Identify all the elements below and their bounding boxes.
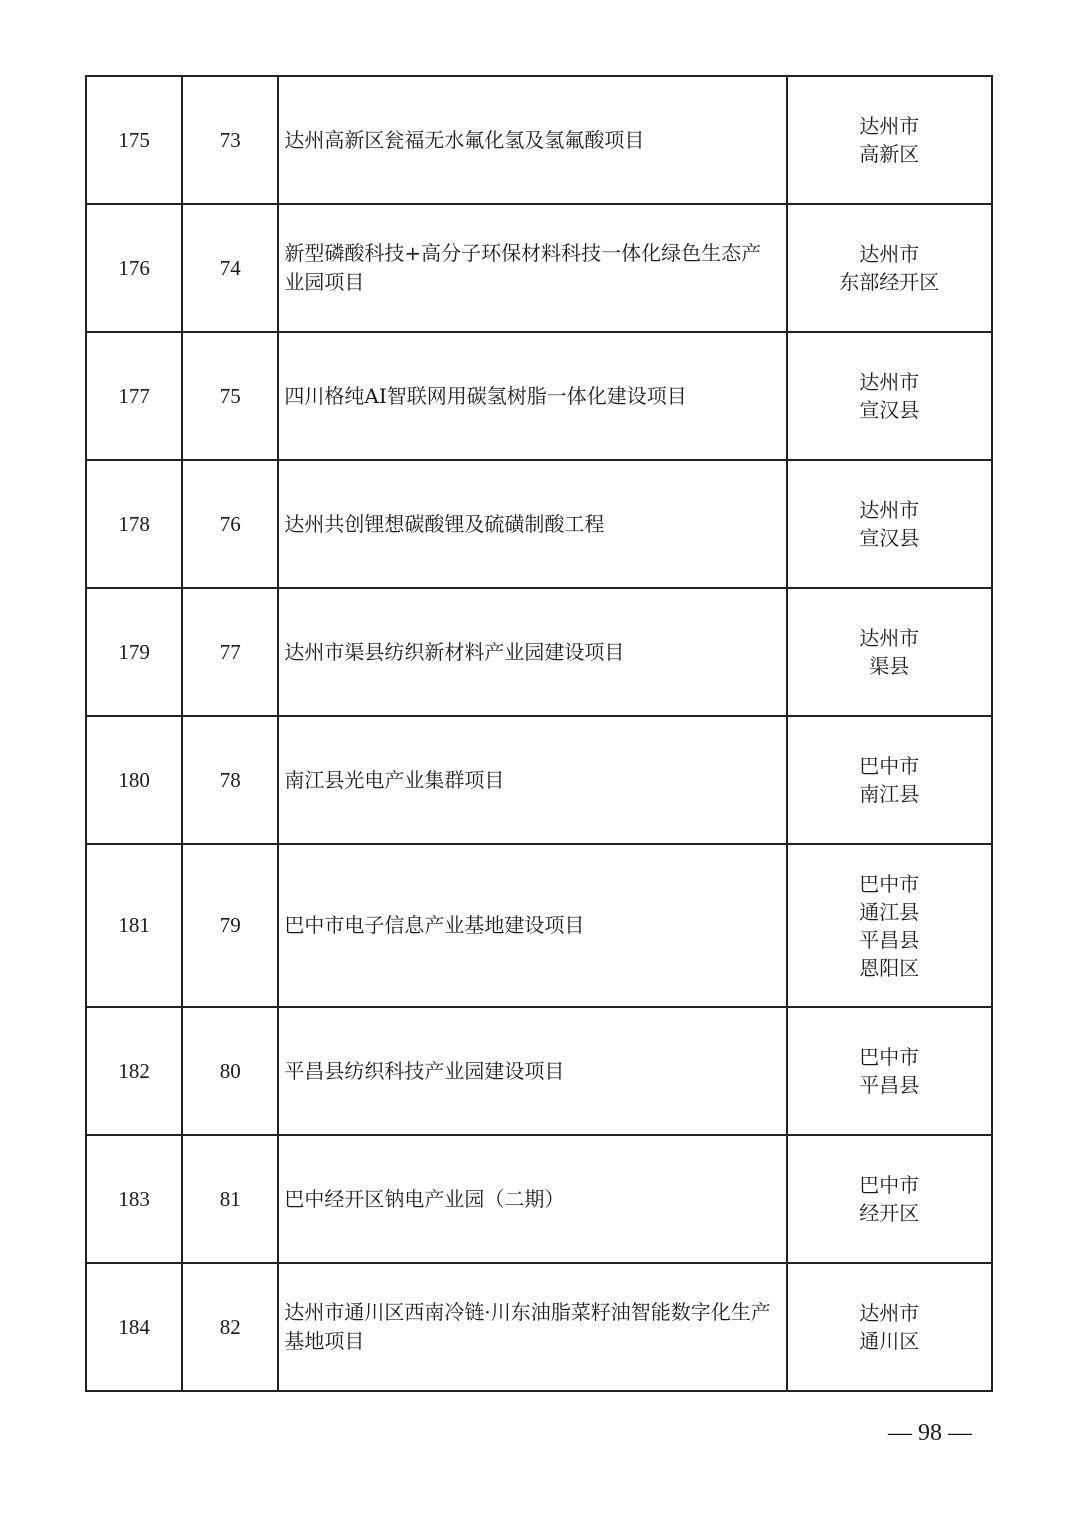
table-row <box>86 716 992 844</box>
project-name: 巴中市电子信息产业基地建设项目 <box>278 844 786 1007</box>
table-row <box>86 1263 992 1391</box>
location-line: 巴中市 <box>859 1045 920 1069</box>
sub-number: 80 <box>182 1007 278 1135</box>
sub-number: 76 <box>182 460 278 588</box>
project-name: 达州市渠县纺织新材料产业园建设项目 <box>278 588 786 716</box>
location-line: 达州市 <box>859 1301 920 1325</box>
sub-number: 74 <box>182 204 278 332</box>
project-location <box>787 76 992 204</box>
project-location <box>787 1263 992 1391</box>
serial-number: 183 <box>86 1135 182 1263</box>
table-row <box>86 332 992 460</box>
serial-number: 181 <box>86 844 182 1007</box>
sub-number: 77 <box>182 588 278 716</box>
location-line: 巴中市 <box>859 754 920 778</box>
location-line: 恩阳区 <box>859 955 920 980</box>
project-name: 平昌县纺织科技产业园建设项目 <box>278 1007 786 1135</box>
table-row <box>86 588 992 716</box>
table-row <box>86 460 992 588</box>
location-line: 平昌县 <box>859 927 920 952</box>
location-line: 通江县 <box>859 899 920 924</box>
location-line: 达州市 <box>859 370 920 394</box>
location-line: 达州市 <box>859 242 920 266</box>
serial-number: 177 <box>86 332 182 460</box>
serial-number: 178 <box>86 460 182 588</box>
location-line: 达州市 <box>859 498 920 522</box>
project-table <box>85 75 993 1392</box>
table-row <box>86 1007 992 1135</box>
project-location <box>787 716 992 844</box>
location-line: 达州市 <box>859 626 920 650</box>
page-number: — 98 — <box>888 1420 972 1446</box>
project-location <box>787 332 992 460</box>
table-row <box>86 76 992 204</box>
location-line: 巴中市 <box>859 1173 920 1197</box>
table-row <box>86 844 992 1007</box>
project-location <box>787 588 992 716</box>
serial-number: 184 <box>86 1263 182 1391</box>
location-line: 高新区 <box>859 142 920 166</box>
sub-number: 73 <box>182 76 278 204</box>
serial-number: 175 <box>86 76 182 204</box>
project-location <box>787 844 992 1007</box>
location-line: 达州市 <box>859 114 920 138</box>
sub-number: 79 <box>182 844 278 1007</box>
location-line: 渠县 <box>869 654 910 678</box>
location-line: 经开区 <box>859 1201 920 1225</box>
project-name: 南江县光电产业集群项目 <box>278 716 786 844</box>
sub-number: 78 <box>182 716 278 844</box>
project-name: 新型磷酸科技+高分子环保材料科技一体化绿色生态产业园项目 <box>278 204 786 332</box>
project-name: 达州共创锂想碳酸锂及硫磺制酸工程 <box>278 460 786 588</box>
location-line: 通川区 <box>859 1329 920 1353</box>
project-location <box>787 204 992 332</box>
project-location <box>787 1135 992 1263</box>
location-line: 宣汉县 <box>859 398 920 422</box>
serial-number: 179 <box>86 588 182 716</box>
table-row <box>86 204 992 332</box>
serial-number: 176 <box>86 204 182 332</box>
sub-number: 82 <box>182 1263 278 1391</box>
sub-number: 75 <box>182 332 278 460</box>
project-name: 巴中经开区钠电产业园（二期） <box>278 1135 786 1263</box>
location-line: 巴中市 <box>859 871 920 896</box>
serial-number: 180 <box>86 716 182 844</box>
project-location <box>787 1007 992 1135</box>
project-name: 达州市通川区西南冷链·川东油脂菜籽油智能数字化生产基地项目 <box>278 1263 786 1391</box>
sub-number: 81 <box>182 1135 278 1263</box>
table-row <box>86 1135 992 1263</box>
location-line: 东部经开区 <box>839 270 940 294</box>
project-location <box>787 460 992 588</box>
location-line: 平昌县 <box>859 1073 920 1097</box>
location-line: 南江县 <box>859 782 920 806</box>
project-name: 达州高新区瓮福无水氟化氢及氢氟酸项目 <box>278 76 786 204</box>
serial-number: 182 <box>86 1007 182 1135</box>
location-line: 宣汉县 <box>859 526 920 550</box>
project-name: 四川格纯AI智联网用碳氢树脂一体化建设项目 <box>278 332 786 460</box>
